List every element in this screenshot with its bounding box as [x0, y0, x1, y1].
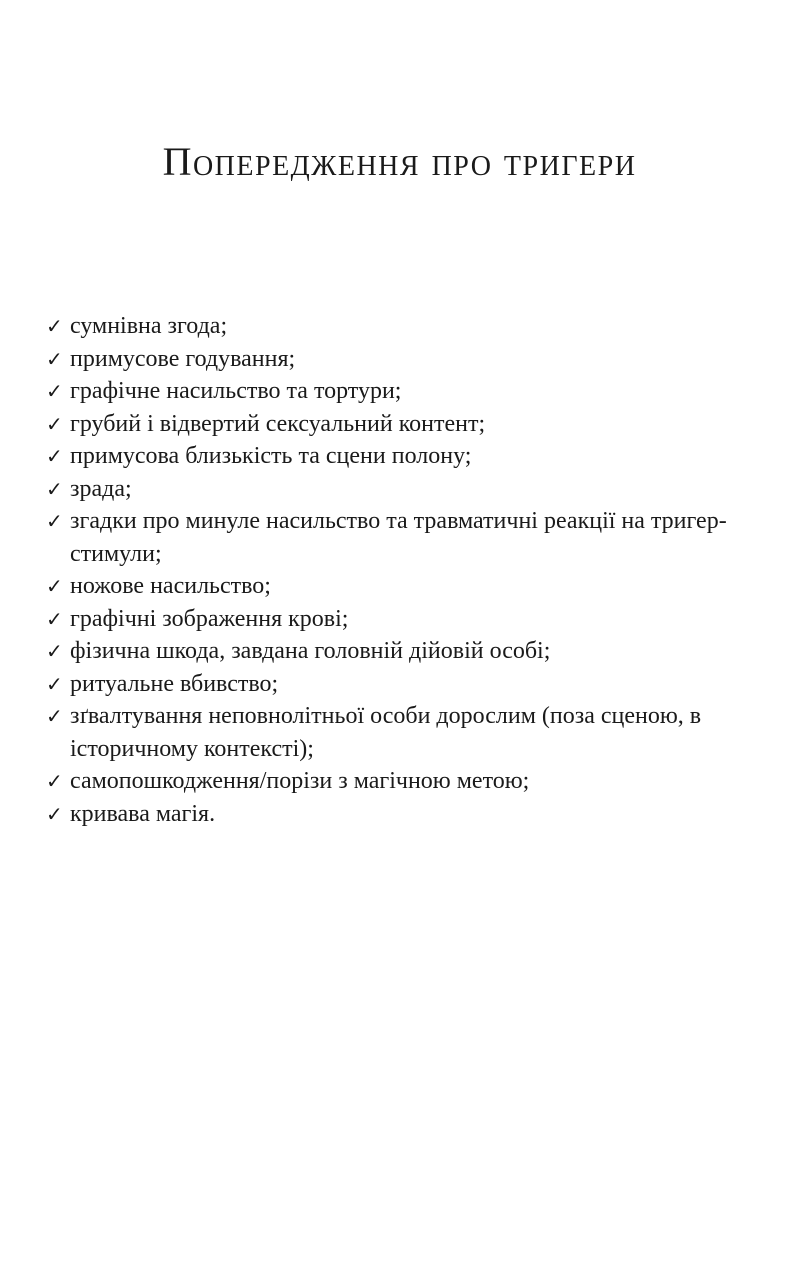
checkmark-icon: ✓ — [46, 639, 63, 663]
list-item-text: примусове годування; — [70, 345, 296, 372]
list-item-text: графічне насильство та тортури; — [70, 378, 402, 404]
checkmark-icon: ✓ — [46, 411, 63, 436]
checkmark-icon: ✓ — [46, 509, 63, 533]
checkmark-icon: ✓ — [46, 314, 63, 338]
list-item-text: самопошкодження/порізи з магічною метою; — [70, 768, 530, 794]
list-item-text: кривава магія. — [70, 800, 216, 827]
list-item-text: сумнівна згода; — [70, 313, 228, 339]
list-item-text: зрада; — [70, 475, 132, 502]
list-item — [46, 473, 766, 506]
list-item — [46, 375, 766, 408]
list-item — [46, 343, 766, 376]
list-item — [46, 408, 766, 441]
list-item-text: грубий і відвертий сексуальний контент; — [70, 410, 486, 437]
list-item-text: ножове насильство; — [70, 573, 271, 599]
list-item — [46, 668, 766, 701]
checkmark-icon: ✓ — [46, 574, 63, 598]
checkmark-icon: ✓ — [46, 671, 63, 696]
list-item-text: примусова близькість та сцени полону; — [70, 443, 472, 469]
trigger-list — [46, 310, 766, 830]
list-item — [46, 570, 766, 603]
list-item — [46, 310, 766, 343]
list-item-text: графічні зображення крові; — [70, 605, 349, 632]
list-item — [46, 440, 766, 473]
list-item-text: зґвалтування неповнолітньої особи дорослим (поза сценою, в історичному контексті); — [70, 703, 702, 762]
checkmark-icon: ✓ — [46, 704, 63, 728]
list-item — [46, 635, 766, 668]
list-item — [46, 700, 766, 765]
page-title: Попередження про тригери — [162, 139, 637, 184]
list-item-text: ритуальне вбивство; — [70, 670, 279, 697]
checkmark-icon: ✓ — [46, 801, 63, 826]
list-item — [46, 765, 766, 798]
list-item — [46, 505, 766, 570]
checkmark-icon: ✓ — [46, 769, 63, 793]
checkmark-icon: ✓ — [46, 444, 63, 468]
list-item — [46, 798, 766, 831]
checkmark-icon: ✓ — [46, 606, 63, 631]
list-item — [46, 603, 766, 636]
checkmark-icon: ✓ — [46, 379, 63, 403]
checkmark-icon: ✓ — [46, 476, 63, 501]
list-item-text: згадки про минуле насильство та травматичні реакції на тригер-стимули; — [70, 508, 727, 567]
list-item-text: фізична шкода, завдана головній дійовій особі; — [70, 638, 551, 664]
checkmark-icon: ✓ — [46, 346, 63, 371]
